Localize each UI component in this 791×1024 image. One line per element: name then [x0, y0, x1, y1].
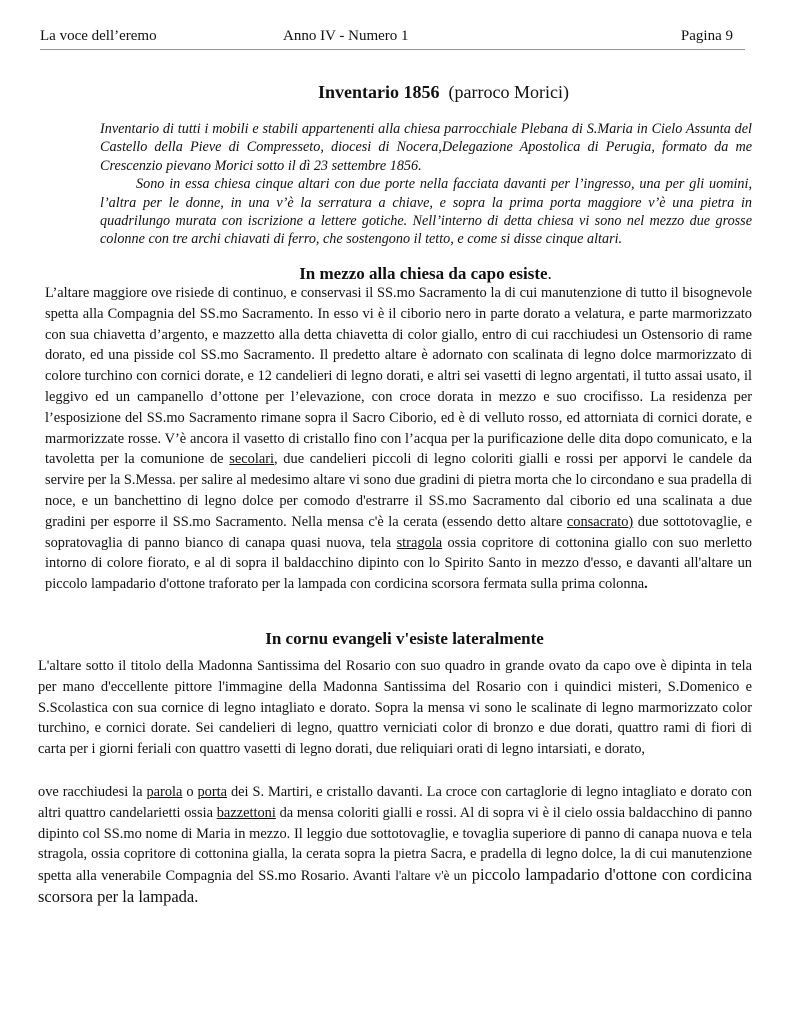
section-heading-center — [0, 263, 791, 285]
section1-body — [45, 283, 752, 595]
underlined-word-stragola: stragola — [396, 534, 443, 551]
text-run: , due candelieri piccoli di legno coloriti gialli e rossi per apporvi le candele da servire per la S.Messa. per salire al medesimo altare vi sono due gradini di pietra morta che lo circondano e sua pradella di noce, e un banchettino di legno dolce per comodo d'estrarre il SS.mo Sacramento dal ciborio ed una scalinata a due gradini per esporre il SS.mo Sacramento. Nella mensa c'è la cerata (essendo detto altare — [45, 451, 752, 530]
text-run: due sottotovaglie, e sopratovaglia di panno bianco di canapa quasi nuova, tela — [45, 513, 752, 551]
intro-paragraph-2: Sono in essa chiesa cinque altari con due porte nella facciata davanti per l’ingresso, una per gli uomini, l’altra per le donne, in una v’è la serratura a chiave, e sopra la prima porta maggiore v’è una pietra in quadrilungo murata con iscrizione a lettere gotiche. Nell’interno di detta chiesa vi sono nel mezzo due grosse colonne con tre archi chiavati di ferro, che sostengono il tetto, e come si disse cinque altari. — [100, 176, 752, 248]
underlined-word-consacrato: consacrato) — [566, 513, 634, 530]
section1-paragraph — [45, 283, 752, 595]
underlined-word-bazzettoni: bazzettoni — [216, 804, 276, 821]
issue-number: Anno IV - Numero 1 — [283, 28, 409, 44]
section2-body — [38, 656, 752, 760]
text-run: ossia copritore di cottonina giallo con suo merletto intorno di colore fiorato, e al di sopra il baldacchino dipinto con lo Spirito Santo in mezzo d'esso, e davanti all'altare un piccolo lampadario d'ottone traforato per la lampada con cordicina scorsora fermata sulla prima colonna — [45, 534, 752, 593]
header-divider — [40, 49, 745, 50]
intro-block — [100, 120, 752, 249]
intro-paragraph-1: Inventario di tutti i mobili e stabili appartenenti alla chiesa parrocchiale Plebana di S.Maria in Cielo Assunta del Castello della Pieve di Compresseto, diocesi di Nocera,Delegazione Apostolica di Perugia, formato da me Crescenzio pievano Morici sotto il dì 23 settembre 1856. — [100, 121, 752, 174]
section-heading-cornu-evangeli: In cornu evangeli v'esiste lateralmente — [265, 629, 544, 648]
text-run-small: l'altare v'è un — [395, 868, 467, 884]
text-run: ove racchiudesi la — [38, 784, 147, 800]
page-header — [40, 26, 745, 46]
section-heading-dot: . — [547, 264, 552, 283]
text-run-large: piccolo lampadario d'ottone con cordicina scorsora per la lampada. — [38, 865, 752, 906]
article-title — [0, 80, 791, 104]
page-number: Pagina 9 — [680, 28, 733, 44]
publication-title: La voce dell’eremo — [40, 28, 157, 44]
article-title-sub: (parroco Morici) — [448, 82, 569, 102]
paragraph-end-period: . — [644, 576, 648, 593]
underlined-word-porta: porta — [197, 784, 228, 800]
underlined-word-parola: parola — [146, 784, 183, 800]
article-title-main: Inventario 1856 — [318, 82, 440, 102]
section2-continuation — [38, 782, 752, 909]
text-run: L’altare maggiore ove risiede di continuo, e conservasi il SS.mo Sacramento la di cui manutenzione di tutto il bisognevole spetta alla Compagnia del SS.mo Sacramento. In esso vi è il ciborio nero in parte dorato a velatura, e parte marmorizzato con sua chiavetta d’argento, e mazzetto alla detta chiavetta di color giallo, entro di cui racchiudesi un Ostensorio di rame dorato, ed una pisside col SS.mo Sacramento. Il predetto altare è adornato con scalinata di legno dolce marmorizzato di colore turchino con cornici dorate, e 12 candelieri di legno dorati, e altri sei vasetti di legno argentati, il tutto assai usato, il leggivo ed un campanello d’ottone per l’elevazione, con croce dorata in mezzo e suo crocifisso. La residenza per l’esposizione del SS.mo Sacramento rimane sopra il Sacro Ciborio, ed è di velluto rosso, ed attorniata di cornici dorate, e marmorizzate rosse. V’è ancora il vasetto di cristallo fino con l’acqua per la purificazione delle dita dopo comunicato, e la tavoletta per la comunione de — [45, 285, 752, 468]
section2-paragraph-1: L'altare sotto il titolo della Madonna Santissima del Rosario con suo quadro in grande ovato da capo ove è dipinta in tela per mano d'eccellente pittore l'immagine della Madonna Santissima del Rosario con i quindici misteri, S.Domenico e S.Scolastica con sua cornice di legno intagliato e dorato. Sopra la mensa vi sono le scalinate di legno marmorizzato color turchino, e cornici dorate. Sei candelieri di legno, quattro verniciati color di bronzo e due dorati, quattro rami di fiori di carta per i giorni feriali con quattro vasetti di legno dorati, due reliquiari orati di legno intarsiati, e dorato, — [38, 658, 752, 758]
section-heading-center-text: In mezzo alla chiesa da capo esiste — [299, 264, 548, 283]
text-run: da mensa coloriti gialli e rossi. Al di sopra vi è il cielo ossia baldacchino di panno dipinto col SS.mo nome di Maria in mezzo. Il leggio due sottotovaglie, e tovaglia superiore di panno di canapa nuova e tela stragola, ossia copritore di cottonina gialla, la cerata sopra la pietra Sacra, e pradella di legno dolce, la di cui manutenzione spetta alla venerabile Compagnia del SS.mo Rosario. Avanti — [38, 804, 753, 885]
text-run: o — [182, 784, 198, 800]
section2-paragraph-2 — [38, 782, 752, 909]
text-run: dei S. Martiri, e cristallo davanti. La croce con cartaglorie di legno intagliato e dorato con altri quattro candelarietti ossia — [38, 784, 753, 821]
underlined-word-secolari: secolari — [229, 451, 275, 468]
